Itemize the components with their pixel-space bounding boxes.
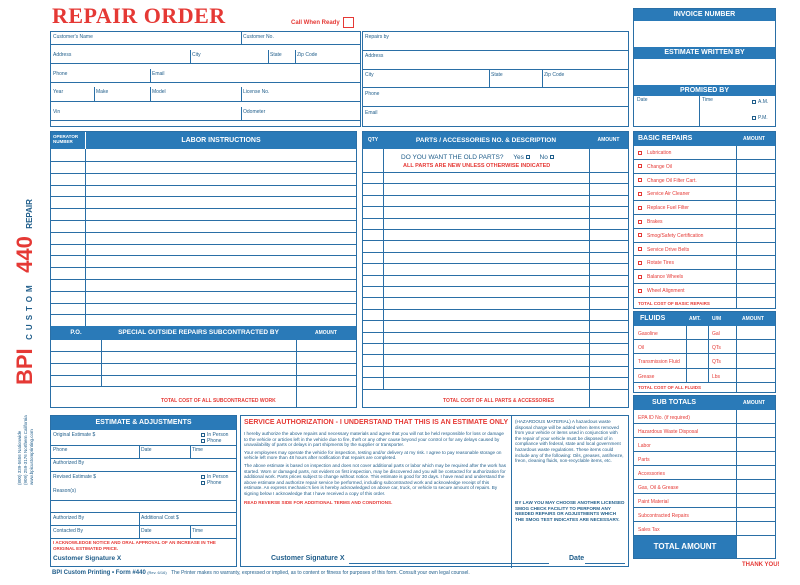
basic-repair-item[interactable]	[634, 201, 775, 215]
old-parts-no[interactable]: No	[540, 154, 556, 161]
repairs-by-label: Repairs by	[365, 34, 389, 40]
labor-line[interactable]	[51, 279, 356, 280]
fluid-unit: Gal	[712, 331, 720, 337]
vin-label: Vin	[53, 109, 61, 115]
parts-line[interactable]	[363, 366, 628, 367]
side-brand	[2, 150, 48, 485]
fluid-name: Oil	[638, 345, 645, 352]
subtotal-item[interactable]	[634, 410, 775, 424]
labor-line[interactable]	[51, 267, 356, 268]
labor-line[interactable]	[51, 244, 356, 245]
parts-line[interactable]	[363, 240, 628, 241]
call-when-ready-checkbox[interactable]	[343, 17, 354, 28]
parts-line[interactable]	[363, 286, 628, 287]
vehicle-model-label: Model	[152, 89, 166, 95]
invoice-box	[633, 8, 776, 127]
checkbox-icon[interactable]	[638, 275, 642, 279]
authorization-signature: Customer Signature X	[271, 555, 345, 562]
additional-cost-label: Additional Cost $	[141, 515, 179, 521]
fluid-name: Gasoline	[638, 331, 658, 337]
labor-instructions-header: LABOR INSTRUCTIONS	[86, 132, 356, 149]
website: www.bpicustomprinting.com	[29, 429, 34, 485]
original-in-person[interactable]: In Person	[201, 432, 228, 438]
labor-line[interactable]	[51, 173, 356, 174]
authorization-box	[240, 415, 629, 567]
parts-line[interactable]	[363, 195, 628, 196]
contacted-time-label: Time	[192, 528, 203, 534]
revised-estimate-label: Revised Estimate $	[53, 474, 97, 480]
parts-line[interactable]	[363, 389, 628, 390]
checkbox-icon[interactable]	[638, 164, 642, 168]
smog-notice: BY LAW YOU MAY CHOOSE ANOTHER LICENSED SMOG CHECK FACILITY TO PERFORM ANY NEEDED REPAIRS OR ADJUSTMENTS WHICH THE SMOG TEST INDICATES ARE NECESSARY.	[515, 500, 625, 522]
basic-repairs-total-label: TOTAL COST OF BASIC REPAIRS	[638, 301, 710, 306]
parts-line[interactable]	[363, 229, 628, 230]
basic-repair-label: Replace Fuel Filter	[638, 205, 689, 211]
subtotal-label: Paint Material	[638, 498, 669, 505]
checkbox-icon[interactable]	[638, 289, 642, 293]
basic-repair-item[interactable]	[634, 215, 775, 229]
basic-repair-label: Balance Wheels	[638, 274, 683, 280]
subtotal-item[interactable]	[634, 494, 775, 508]
labor-line[interactable]	[51, 314, 356, 315]
customer-info-box	[50, 31, 361, 127]
operator-number-header: OPERATOR NUMBER	[51, 132, 85, 149]
basic-repair-item[interactable]	[634, 284, 775, 298]
basic-repair-label: Wheel Alignment	[638, 288, 685, 294]
labor-line[interactable]	[51, 196, 356, 197]
revised-phone[interactable]: Phone	[201, 480, 221, 486]
parts-line[interactable]	[363, 332, 628, 333]
subcontracted-total-label: TOTAL COST OF ALL SUBCONTRACTED WORK	[161, 398, 276, 404]
parts-line[interactable]	[363, 320, 628, 321]
basic-repairs-header: BASIC REPAIRS AMOUNT	[634, 132, 775, 146]
basic-repair-item[interactable]	[634, 187, 775, 201]
customer-email-label: Email	[152, 71, 165, 77]
promised-by-header: PROMISED BY	[634, 85, 775, 96]
am-option[interactable]: A.M.	[752, 99, 768, 105]
checkbox-icon[interactable]	[638, 233, 642, 237]
fluids-box	[633, 311, 776, 393]
basic-repair-label: Change Oil	[638, 164, 672, 170]
original-phone[interactable]: Phone	[201, 438, 221, 444]
estimate-signature: Customer Signature X	[53, 555, 122, 562]
parts-line[interactable]	[363, 172, 628, 173]
thank-you-text: THANK YOU!	[742, 562, 780, 568]
total-amount-label: TOTAL AMOUNT	[634, 536, 736, 558]
customer-phone-label: Phone	[53, 71, 68, 77]
fluid-name: Transmission Fluid	[638, 359, 680, 366]
authorized-by-2-label: Authorized By	[53, 515, 85, 521]
subtotal-label: Accessories	[638, 470, 665, 477]
customer-state-label: State	[270, 52, 282, 58]
hazardous-text: (HAZARDOUS MATERIAL) A hazardous waste disposal charge will be added when items removed from your vehicle or items used in conjunction with the repair of your vehicle must be disposed of in compliance with federal, state and local government hazardous waste regulations. These items could include any of the following: Oils, greases, antifreeze, freon, cleaning fluids, non-recyclable items, etc.	[515, 419, 624, 464]
subtotal-label: Hazardous Waste Disposal	[638, 428, 699, 435]
parts-line[interactable]	[363, 252, 628, 253]
reasons-label: Reason(s)	[53, 488, 77, 494]
phone-nationwide: (800) 339-5656 Nationwide	[17, 430, 22, 485]
fluid-unit: Lbs	[712, 373, 721, 380]
subtotals-header: SUB TOTALS AMOUNT	[634, 396, 775, 410]
footer-disclaimer: The Printer makes no warranty, expressed or implied, as to content or fitness for purposes of this form. Consult your own legal counsel.	[171, 570, 470, 576]
customer-zip-label: Zip Code	[297, 52, 318, 58]
parts-line[interactable]	[363, 297, 628, 298]
basic-repair-label: Service Air Cleaner	[638, 191, 690, 197]
basic-repair-label: Brakes	[638, 219, 663, 225]
checkbox-icon[interactable]	[638, 178, 642, 182]
repairs-by-box	[362, 31, 629, 127]
brand-number: 440	[12, 236, 37, 273]
special-repairs-header: SPECIAL OUTSIDE REPAIRS SUBCONTRACTED BY	[101, 326, 296, 340]
basic-repair-item[interactable]	[634, 174, 775, 188]
fluids-header: FLUIDS AMT. U/M AMOUNT	[634, 312, 775, 326]
authorization-text: I hereby authorize the above repairs and necessary materials and agree that you will not be held responsible for loss or damage to the vehicle or articles left in the vehicle due to fire, theft or any other cause beyond your control or for any delays caused by unavailability of parts or delays in part shipments by the supplier or transporter. Your employees may operate the vehicle for inspection, testing and/or delivery at my risk. I agree to pay reasonable storage on vehicle left more than 48 hours after notification that repairs are completed. The above estimate is based on inspection and does not cover additional parts or labor which may be required after the work has started. Worn or damaged parts, not evident on first inspection, may be discovered and you will be contacted for authorization for additional work. Parts prices subject to change without notice. This estimate is good for 30 days. I have read and understand the above estimate and authorize repair service be performed, including subcontracted work and acknowledge receipt of this estimate. An express mechanic's lien is hereby acknowledged on above car, truck, or vehicle to secure amount of repairs. By signing below I acknowledge that I have received a copy of this order. READ REVERSE SIDE FOR ADDITIONAL TERMS AND CONDITIONS.	[244, 431, 506, 505]
subtotal-label: Subcontracted Repairs	[638, 512, 689, 519]
basic-repair-label: Rotate Tires	[638, 260, 674, 266]
parts-line[interactable]	[363, 218, 628, 219]
shop-email-label: Email	[365, 110, 378, 116]
shop-city-label: City	[365, 72, 374, 78]
vehicle-make-label: Make	[96, 89, 109, 95]
basic-repairs-box	[633, 131, 776, 309]
basic-repair-item[interactable]	[634, 160, 775, 174]
estimate-box	[50, 415, 237, 567]
customer-address-label: Address	[53, 52, 72, 58]
odometer-label: Odometer	[243, 109, 266, 115]
brand-repair: REPAIR	[25, 199, 34, 229]
parts-line[interactable]	[363, 183, 628, 184]
subtotal-label: Labor	[638, 442, 651, 449]
customer-no-label: Customer No.	[243, 34, 274, 40]
phone-norcal: (909) 259-3176 Northern California	[23, 415, 28, 485]
acknowledge-notice: I ACKNOWLEDGE NOTICE AND ORAL APPROVAL OF AN INCREASE IN THE ORIGINAL ESTIMATED PRICE.	[53, 540, 216, 551]
customer-city-label: City	[192, 52, 201, 58]
parts-total-label: TOTAL COST OF ALL PARTS & ACCESSORIES	[443, 398, 555, 404]
parts-line[interactable]	[363, 343, 628, 344]
authorized-by-label: Authorized By	[53, 460, 85, 466]
vehicle-year-label: Year	[53, 89, 64, 95]
shop-zip-label: Zip Code	[544, 72, 565, 78]
contacted-by-label: Contacted By	[53, 528, 84, 534]
estimate-date-label: Date	[141, 447, 152, 453]
subtotal-item[interactable]	[634, 522, 775, 536]
customer-name-label: Customer's Name	[53, 34, 93, 40]
revised-in-person[interactable]: In Person	[201, 474, 228, 480]
labor-line[interactable]	[51, 291, 356, 292]
subtotal-item[interactable]	[634, 480, 775, 494]
fluid-unit: QTs	[712, 345, 721, 352]
parts-line[interactable]	[363, 206, 628, 207]
promised-date-label: Date	[637, 97, 648, 103]
fluids-total-label: TOTAL COST OF ALL FLUIDS	[638, 385, 701, 390]
subtotal-item[interactable]	[634, 466, 775, 480]
subtotal-item[interactable]	[634, 424, 775, 438]
fluid-name: Grease	[638, 373, 655, 380]
fluid-item[interactable]	[634, 354, 775, 368]
brand-bpi: BPI	[12, 348, 37, 385]
footer	[52, 570, 470, 576]
original-estimate-label: Original Estimate $	[53, 432, 96, 438]
checkbox-icon[interactable]	[638, 192, 642, 196]
labor-line[interactable]	[51, 255, 356, 256]
basic-repair-item[interactable]	[634, 146, 775, 160]
checkbox-icon[interactable]	[638, 261, 642, 265]
shop-state-label: State	[491, 72, 503, 78]
contacted-date-label: Date	[141, 528, 152, 534]
parts-line[interactable]	[363, 354, 628, 355]
brand-custom: CUSTOM	[25, 281, 34, 340]
labor-line[interactable]	[51, 220, 356, 221]
basic-repair-item[interactable]	[634, 229, 775, 243]
estimate-time-label: Time	[192, 447, 203, 453]
labor-line[interactable]	[51, 161, 356, 162]
checkbox-icon[interactable]	[638, 220, 642, 224]
checkbox-icon[interactable]	[638, 151, 642, 155]
labor-line[interactable]	[51, 232, 356, 233]
estimate-phone-label: Phone	[53, 447, 68, 453]
labor-line[interactable]	[51, 185, 356, 186]
basic-repair-item[interactable]	[634, 256, 775, 270]
basic-repair-label: Change Oil Filter Cart.	[638, 178, 697, 184]
form-title: REPAIR ORDER	[52, 3, 226, 28]
subtotal-label: Sales Tax	[638, 526, 660, 533]
basic-repair-label: Smog/Safety Certification	[638, 233, 703, 239]
basic-repair-label: Service Drive Belts	[638, 247, 689, 253]
basic-repair-label: Lubrication	[638, 150, 671, 156]
parts-amount-header: AMOUNT	[589, 132, 628, 149]
subtotal-label: Gas, Oil & Grease	[638, 484, 679, 491]
footer-rev: (Rev. 6/16)	[147, 570, 167, 575]
fluid-unit: QTs	[712, 359, 721, 366]
invoice-number-header: INVOICE NUMBER	[634, 9, 775, 21]
parts-header: PARTS / ACCESSORIES NO. & DESCRIPTION	[383, 132, 589, 149]
basic-repair-item[interactable]	[634, 270, 775, 284]
parts-line[interactable]	[363, 377, 628, 378]
parts-line[interactable]	[363, 309, 628, 310]
license-no-label: License No.	[243, 89, 270, 95]
fluid-item[interactable]	[634, 340, 775, 354]
checkbox-icon[interactable]	[638, 206, 642, 210]
promised-time-label: Time	[702, 97, 713, 103]
labor-line[interactable]	[51, 303, 356, 304]
footer-form: BPI Custom Printing • Form #440	[52, 570, 146, 576]
call-when-ready-label: Call When Ready	[291, 20, 340, 26]
subtotal-label: Parts	[638, 456, 650, 463]
estimate-header: ESTIMATE & ADJUSTMENTS	[51, 416, 236, 430]
pm-option[interactable]: P.M.	[752, 115, 768, 121]
labor-box	[50, 131, 357, 408]
authorization-date: Date	[569, 555, 585, 562]
new-parts-notice: ALL PARTS ARE NEW UNLESS OTHERWISE INDICATED	[403, 163, 551, 169]
subtotals-box	[633, 395, 776, 559]
estimate-written-by-header: ESTIMATE WRITTEN BY	[634, 47, 775, 59]
fluid-item[interactable]	[634, 369, 775, 383]
po-header: P.O.	[51, 326, 101, 340]
basic-repair-item[interactable]	[634, 243, 775, 257]
fluid-item[interactable]	[634, 326, 775, 340]
parts-box	[362, 131, 629, 408]
qty-header: QTY	[363, 132, 383, 149]
subtotal-item[interactable]	[634, 452, 775, 466]
old-parts-question: DO YOU WANT THE OLD PARTS? Yes No	[401, 154, 556, 161]
labor-line[interactable]	[51, 208, 356, 209]
shop-phone-label: Phone	[365, 91, 380, 97]
parts-line[interactable]	[363, 275, 628, 276]
old-parts-yes[interactable]: Yes	[513, 154, 531, 161]
subtotal-item[interactable]	[634, 438, 775, 452]
checkbox-icon[interactable]	[638, 247, 642, 251]
parts-line[interactable]	[363, 263, 628, 264]
subtotal-label: EPA ID No. (if required)	[638, 414, 690, 421]
subtotal-item[interactable]	[634, 508, 775, 522]
shop-address-label: Address	[365, 53, 384, 59]
special-amount-header: AMOUNT	[296, 326, 356, 340]
authorization-title: SERVICE AUTHORIZATION - I UNDERSTAND THAT THIS IS AN ESTIMATE ONLY	[244, 419, 509, 426]
